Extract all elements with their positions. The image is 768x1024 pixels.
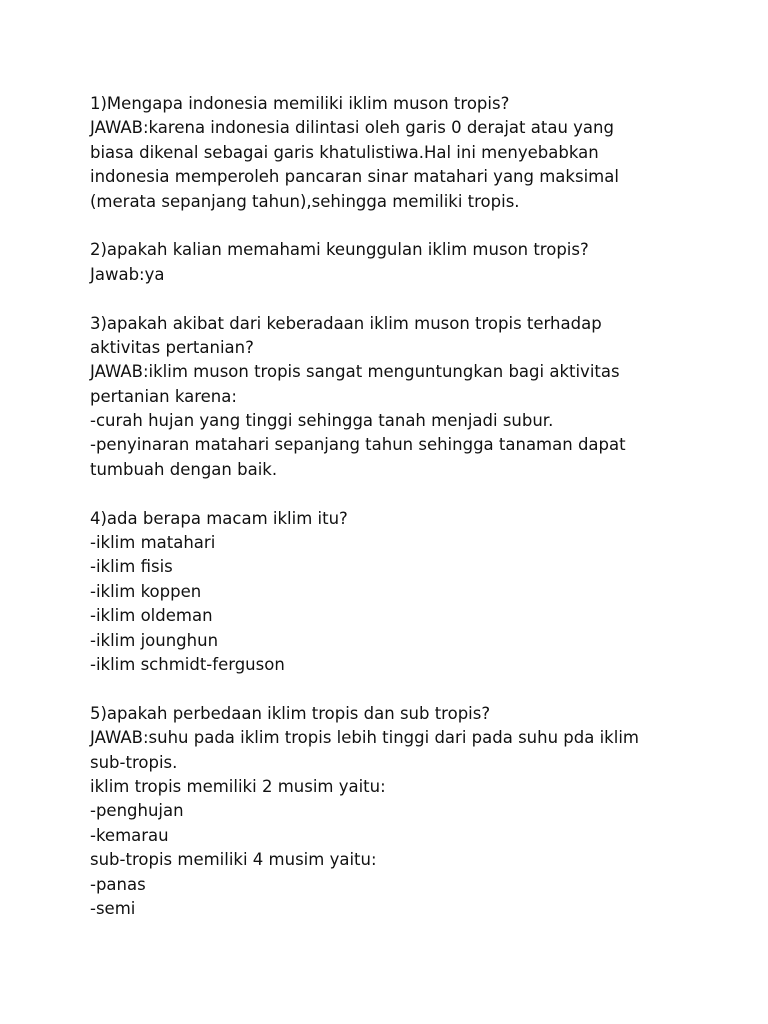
section-question-3 <box>90 312 730 483</box>
list-item: -iklim fisis <box>90 557 173 577</box>
blank-line <box>90 482 730 506</box>
section-question-5 <box>90 702 730 922</box>
answer-line: sub-tropis. <box>90 752 178 772</box>
answer-line: tumbuah dengan baik. <box>90 459 278 479</box>
blank-line <box>90 287 730 311</box>
list-item: -panas <box>90 874 146 894</box>
answer-line: iklim tropis memiliki 2 musim yaitu: <box>90 776 386 796</box>
answer-line: JAWAB:suhu pada iklim tropis lebih tinggi dari pada suhu pda iklim <box>90 728 639 748</box>
document-body <box>90 92 730 921</box>
question-line: 2)apakah kalian memahami keunggulan iklim muson tropis? <box>90 240 589 260</box>
list-item: -iklim jounghun <box>90 630 219 650</box>
list-item: -iklim schmidt-ferguson <box>90 654 285 674</box>
list-item: -semi <box>90 898 136 918</box>
blank-line <box>90 677 730 701</box>
section-question-2 <box>90 238 730 287</box>
answer-line: JAWAB:karena indonesia dilintasi oleh garis 0 derajat atau yang <box>90 118 614 138</box>
question-line: aktivitas pertanian? <box>90 337 254 357</box>
list-item: -kemarau <box>90 825 169 845</box>
answer-line: pertanian karena: <box>90 386 237 406</box>
list-item: -iklim oldeman <box>90 606 213 626</box>
list-item: -penghujan <box>90 801 184 821</box>
answer-line: biasa dikenal sebagai garis khatulistiwa.Hal ini menyebabkan <box>90 142 599 162</box>
section-question-1 <box>90 92 730 214</box>
question-line: 1)Mengapa indonesia memiliki iklim muson tropis? <box>90 94 510 113</box>
answer-line: -penyinaran matahari sepanjang tahun sehingga tanaman dapat <box>90 435 626 455</box>
answer-line: Jawab:ya <box>90 264 165 284</box>
answer-line: indonesia memperoleh pancaran sinar matahari yang maksimal <box>90 167 619 187</box>
list-item: -iklim koppen <box>90 581 202 601</box>
question-line: 3)apakah akibat dari keberadaan iklim muson tropis terhadap <box>90 313 602 333</box>
list-item: -iklim matahari <box>90 533 216 553</box>
answer-line: sub-tropis memiliki 4 musim yaitu: <box>90 850 377 870</box>
answer-line: (merata sepanjang tahun),sehingga memiliki tropis. <box>90 191 520 211</box>
answer-line: -curah hujan yang tinggi sehingga tanah menjadi subur. <box>90 411 554 431</box>
question-line: 4)ada berapa macam iklim itu? <box>90 508 348 528</box>
question-line: 5)apakah perbedaan iklim tropis dan sub tropis? <box>90 703 491 723</box>
blank-line <box>90 214 730 238</box>
section-question-4 <box>90 507 730 678</box>
answer-line: JAWAB:iklim muson tropis sangat menguntungkan bagi aktivitas <box>90 362 620 382</box>
